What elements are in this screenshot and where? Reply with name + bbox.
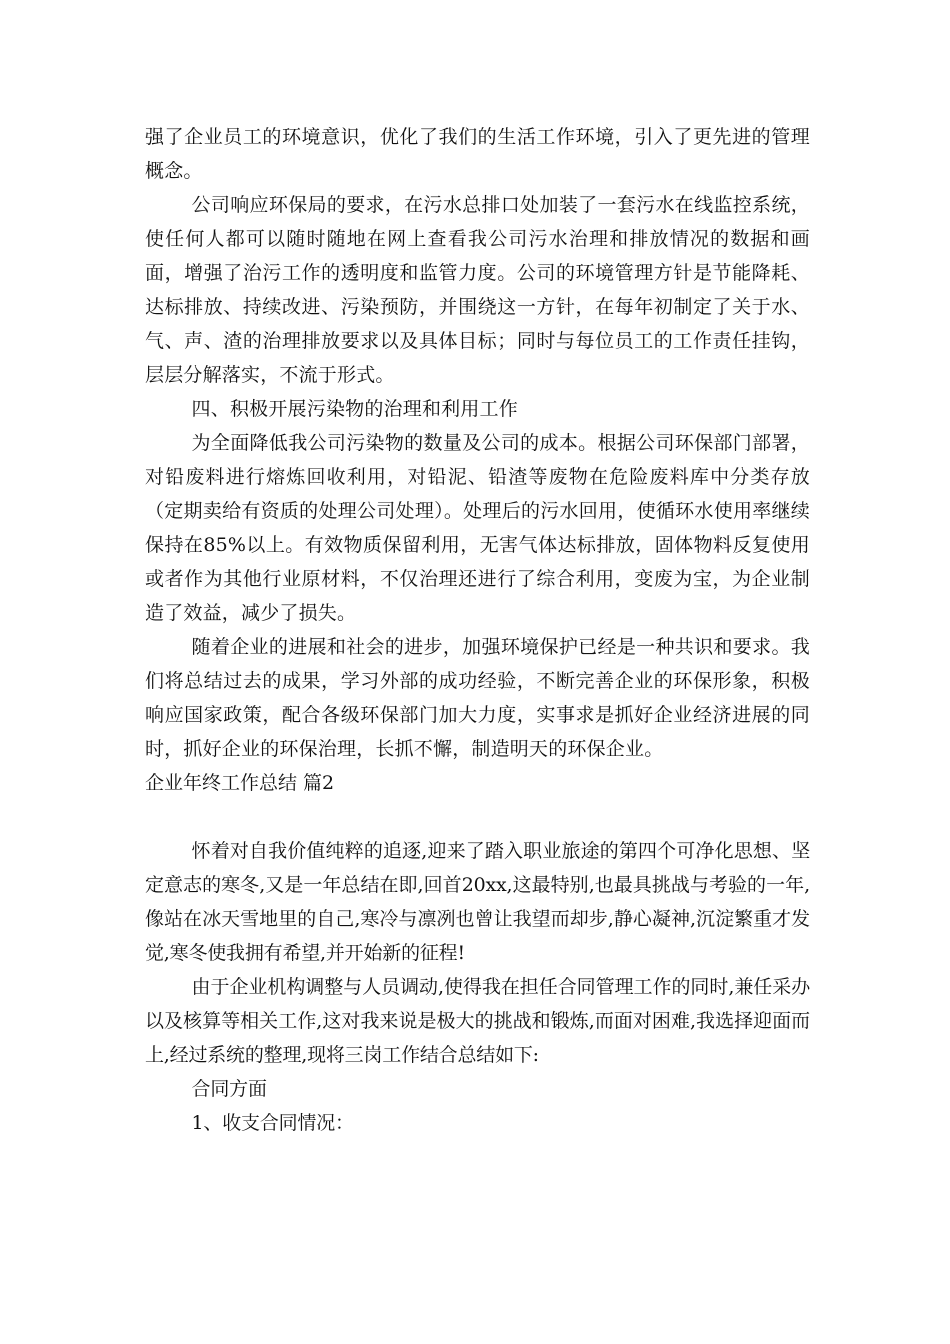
heading-contracts: 合同方面	[191, 1078, 267, 1100]
paragraph-restructure: 由于企业机构调整与人员调动,使得我在担任合同管理工作的同时,兼任采办以及核算等相关工作,这对我来说是极大的挑战和锻炼,而面对困难,我选择迎面而上,经过系统的整理,现将三岗工作结合总结如下:	[145, 976, 810, 1066]
blank-line	[145, 800, 810, 834]
paragraph-monitoring-system: 公司响应环保局的要求，在污水总排口处加装了一套污水在线监控系统，使任何人都可以随时随地在网上查看我公司污水治理和排放情况的数据和画面，增强了治污工作的透明度和监管力度。公司的环境管理方针是节能降耗、达标排放、持续改进、污染预防，并围绕这一方针，在每年初制定了关于水、气、声、渣的治理排放要求以及具体目标；同时与每位员工的工作责任挂钩，层层分解落实，不流于形式。	[145, 194, 810, 386]
section-title: 企业年终工作总结 篇2	[145, 772, 335, 794]
document-body	[145, 120, 810, 1140]
heading-pollutant-treatment: 四、积极开展污染物的治理和利用工作	[191, 398, 518, 420]
paragraph-continued: 强了企业员工的环境意识，优化了我们的生活工作环境，引入了更先进的管理概念。	[145, 126, 810, 182]
heading-contract-item-1: 1、收支合同情况：	[191, 1112, 354, 1134]
paragraph-conclusion: 随着企业的进展和社会的进步，加强环境保护已经是一种共识和要求。我们将总结过去的成果，学习外部的成功经验，不断完善企业的环保形象，积极响应国家政策，配合各级环保部门加大力度，实事求是抓好企业经济进展的同时，抓好企业的环保治理，长抓不懈，制造明天的环保企业。	[145, 636, 810, 760]
paragraph-reduce-pollutants: 为全面降低我公司污染物的数量及公司的成本。根据公司环保部门部署，对铅废料进行熔炼回收利用，对铅泥、铅渣等废物在危险废料库中分类存放（定期卖给有资质的处理公司处理）。处理后的污水回用，使循环水使用率继续保持在85%以上。有效物质保留利用，无害气体达标排放，固体物料反复使用或者作为其他行业原材料，不仅治理还进行了综合利用，变废为宝，为企业制造了效益，减少了损失。	[145, 432, 810, 624]
paragraph-winter-reflection: 怀着对自我价值纯粹的追逐,迎来了踏入职业旅途的第四个可净化思想、坚定意志的寒冬,又是一年总结在即,回首20xx,这最特别,也最具挑战与考验的一年,像站在冰天雪地里的自己,寒冷与凛冽也曾让我望而却步,静心凝神,沉淀繁重才发觉,寒冬使我拥有希望,并开始新的征程!	[145, 840, 810, 964]
